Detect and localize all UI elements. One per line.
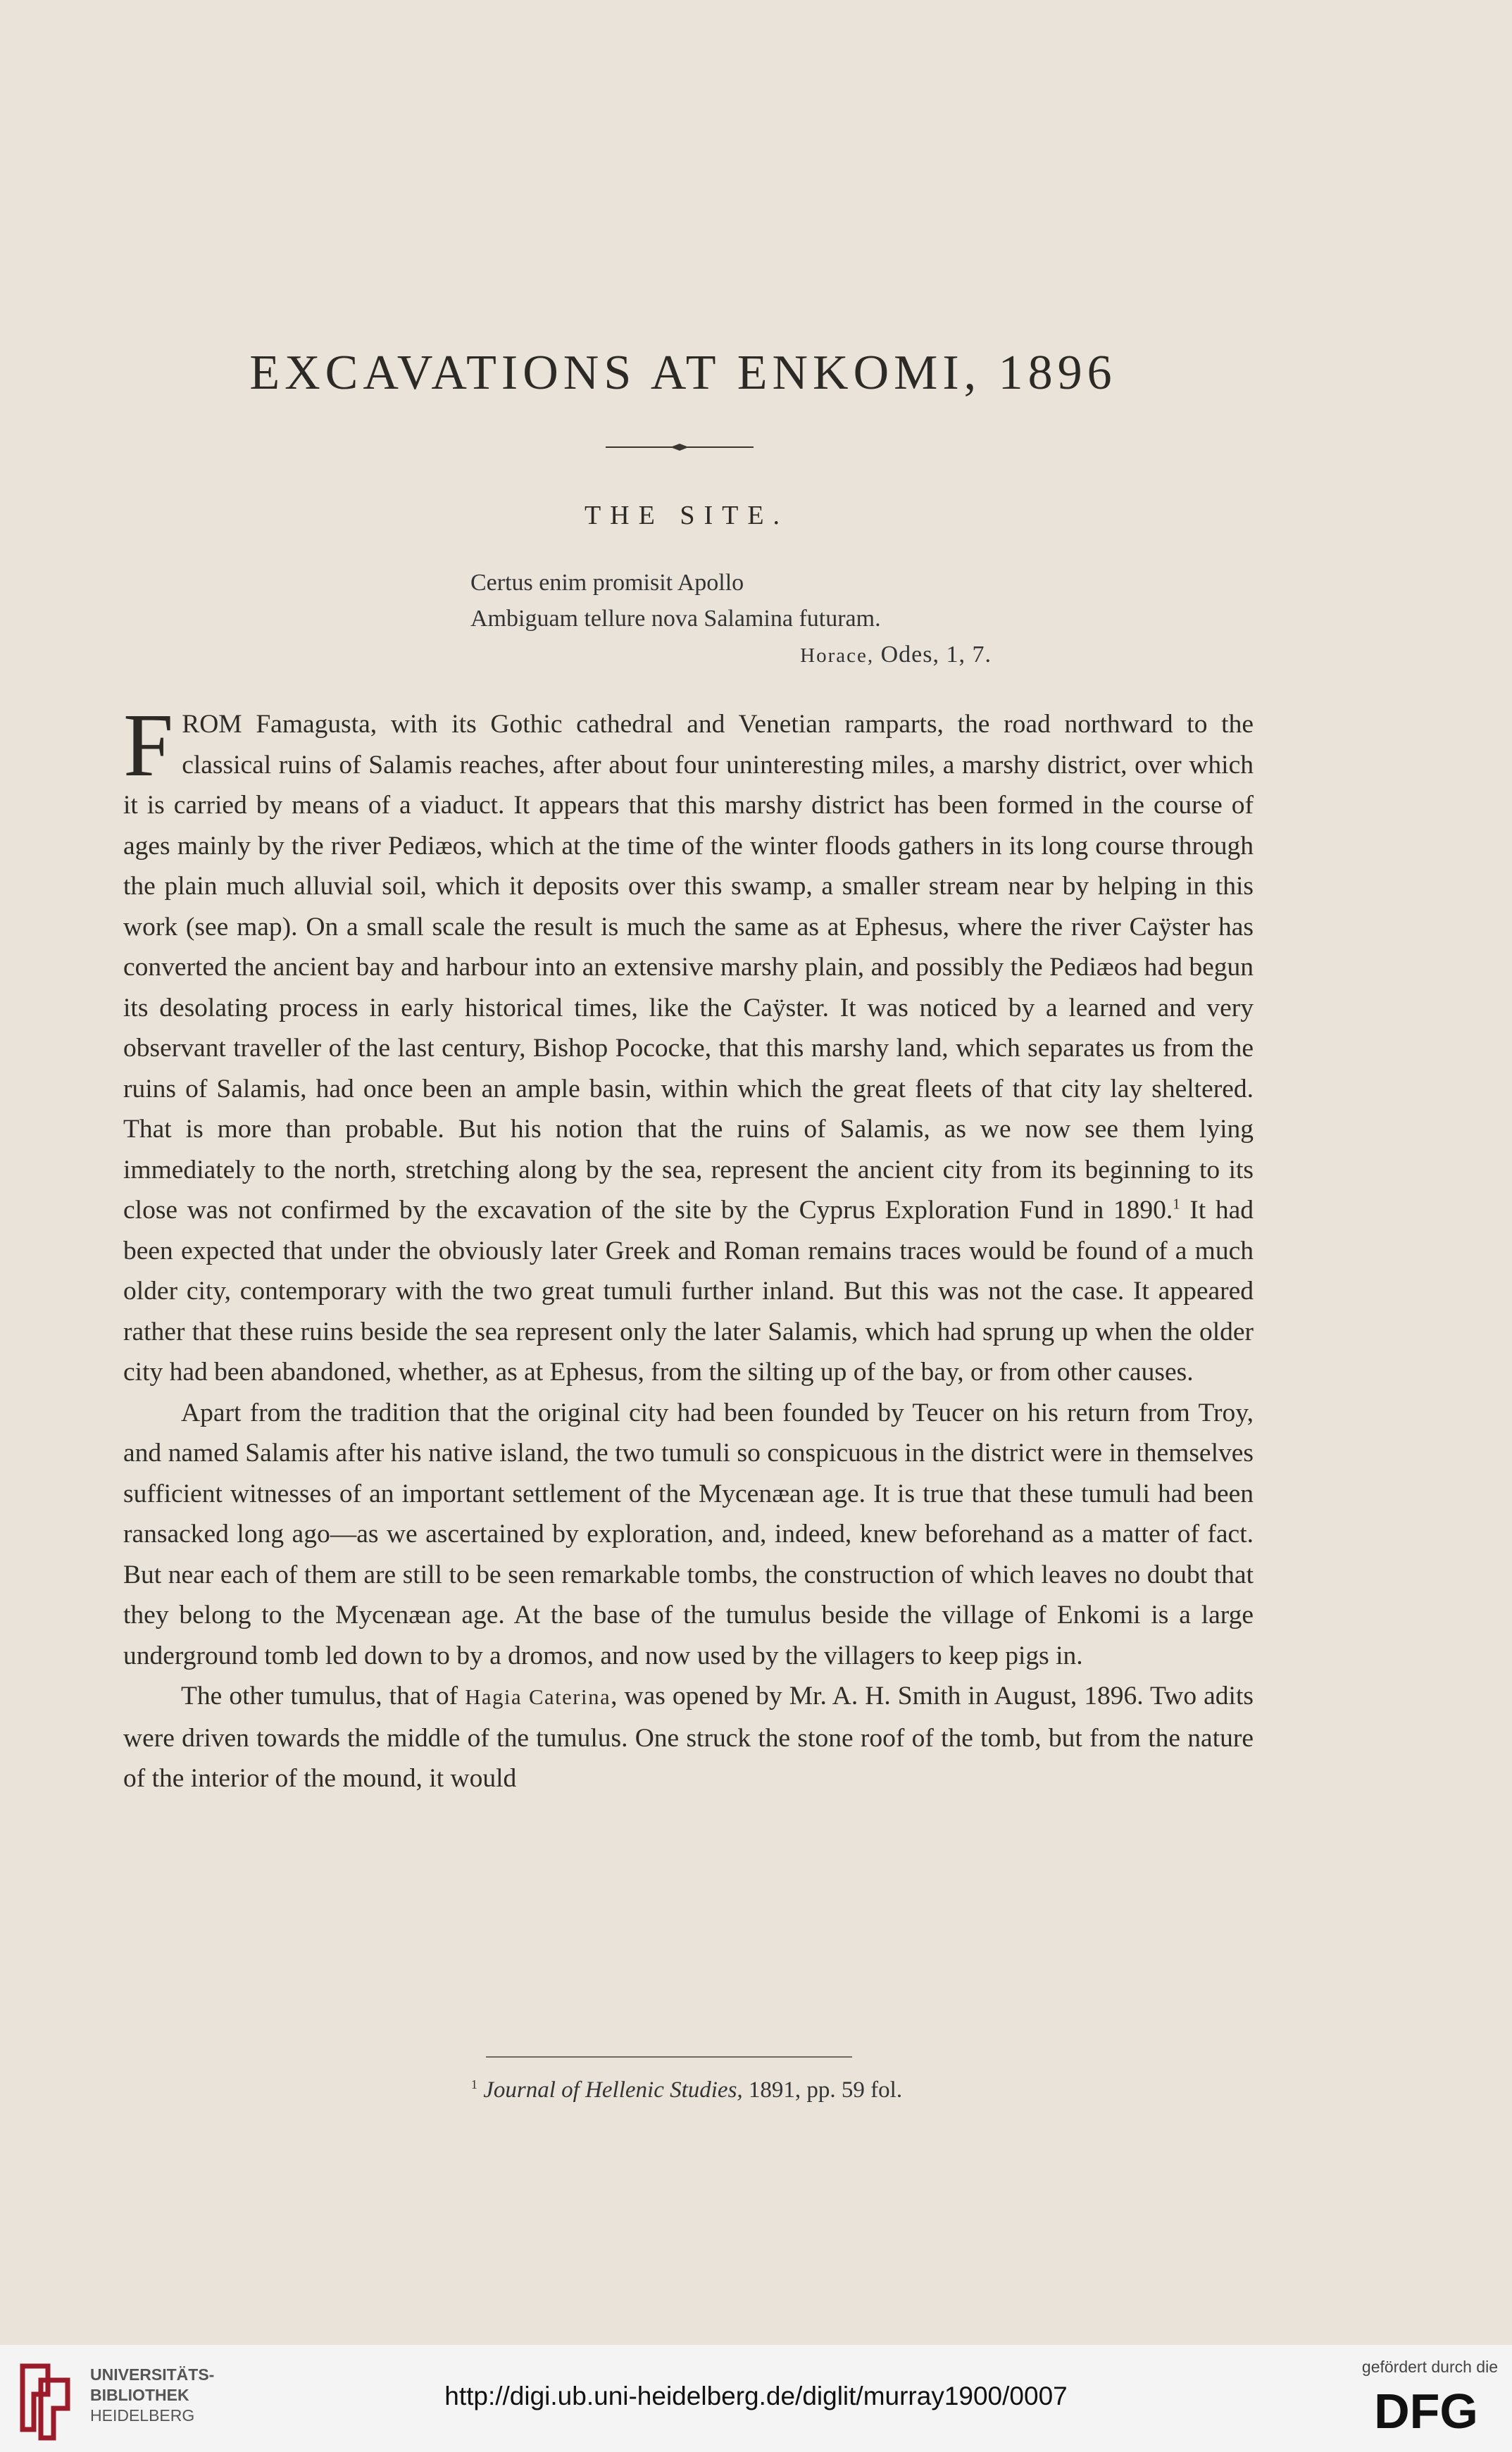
small-caps-name: Hagia Caterina — [465, 1685, 611, 1709]
paragraph: Apart from the tradition that the original city had been founded by Teucer on his return from Troy, and named Salamis after his native island, the two tumuli so conspicuous in the district were in themselves sufficient witnesses of an important settlement of the Mycenæan age. It is true that these tumuli had been ransacked long ago—as we ascertained by exploration, and, indeed, knew beforehand as a matter of fact. But near each of them are still to be seen remarkable tombs, the construction of which leaves no doubt that they belong to the Mycenæan age. At the base of the tumulus beside the village of Enkomi is a large underground tomb led down to by a dromos, and now used by the villagers to keep pigs in. — [123, 1398, 1254, 1670]
library-name-line: HEIDELBERG — [90, 2406, 195, 2425]
title-ornament-divider — [606, 442, 754, 452]
epigraph — [470, 565, 992, 674]
library-name-line: BIBLIOTHEK — [90, 2386, 189, 2404]
funded-by-label: gefördert durch die — [1361, 2358, 1498, 2376]
paragraph — [123, 695, 1254, 1393]
paragraph-text: The other tumulus, that of — [181, 1682, 466, 1710]
dfg-logo-text: DFG — [1374, 2384, 1478, 2434]
epigraph-line: Ambiguam tellure nova Salamina futuram. — [470, 606, 881, 632]
permalink-url[interactable]: http://digi.ub.uni-heidelberg.de/diglit/murray1900/0007 — [444, 2382, 1068, 2410]
section-heading: THE SITE. — [584, 501, 789, 530]
citation-work: Odes, 1, 7. — [874, 642, 992, 668]
footnote-pages: 1891, pp. 59 fol. — [742, 2077, 903, 2103]
epigraph-citation — [470, 637, 992, 674]
paragraph-text: ROM Famagusta, with its Gothic cathedral and Venetian ramparts, the road northward to the classical ruins of Salamis reaches, after about four uninteresting miles, a marshy district, over which it is carried by means of a viaduct. It appears that this marshy district has been formed in the course of ages mainly by the river Pediæos, which at the time of the winter floods gathers in its long course through the plain much alluvial soil, which it deposits over this swamp, a smaller stream near by helping in this work (see map). On a small scale the result is much the same as at Ephesus, where the river Caÿster has converted the ancient bay and harbour into an extensive marshy plain, and possibly the Pediæos had begun its desolating process in early historical times, like the Caÿster. It was noticed by a learned and very observant traveller of the last century, Bishop Pococke, that this marshy land, which separates us from the ruins of Salamis, had once been an ample basin, within which the great fleets of that city lay sheltered. That is more than probable. But his notion that the ruins of Salamis, as we now see them lying immediately to the north, stretching along by the sea, represent the ancient city from its beginning to its close was not confirmed by the excavation of the site by the Cyprus Exploration Fund in 1890. — [123, 710, 1254, 1225]
library-name-line: UNIVERSITÄTS- — [90, 2365, 215, 2384]
page-title: EXCAVATIONS AT ENKOMI, 1896 — [249, 346, 1117, 400]
viewer-footer — [0, 2345, 1512, 2452]
footnote — [0, 2077, 1373, 2103]
body-text — [123, 695, 1254, 1799]
footnote-reference: 1 — [1173, 1196, 1180, 1213]
citation-author: Horace, — [800, 644, 875, 667]
drop-cap: F — [123, 695, 174, 795]
dfg-logo-icon[interactable] — [1356, 2384, 1497, 2434]
footnote-rule — [486, 2056, 852, 2058]
paragraph-text: , was opened by Mr. A. H. Smith in August, 1896. Two adits were driven towards the middle of the tumulus. One struck the stone roof of the tomb, but from the nature of the interior of the mound, it would — [123, 1682, 1254, 1793]
paragraph — [123, 1676, 1254, 1799]
footnote-journal: Journal of Hellenic Studies, — [483, 2077, 743, 2103]
footnote-marker: 1 — [470, 2077, 477, 2091]
paragraph-text: It had been expected that under the obviously later Greek and Roman remains traces would be found of a much older city, contemporary with the two great tumuli further inland. But this was not the case. It appeared rather that these ruins beside the sea represent only the later Salamis, which had sprung up when the older city had been abandoned, whether, as at Ephesus, from the silting up of the bay, or from other causes. — [123, 1196, 1254, 1387]
epigraph-line: Certus enim promisit Apollo — [470, 570, 744, 596]
